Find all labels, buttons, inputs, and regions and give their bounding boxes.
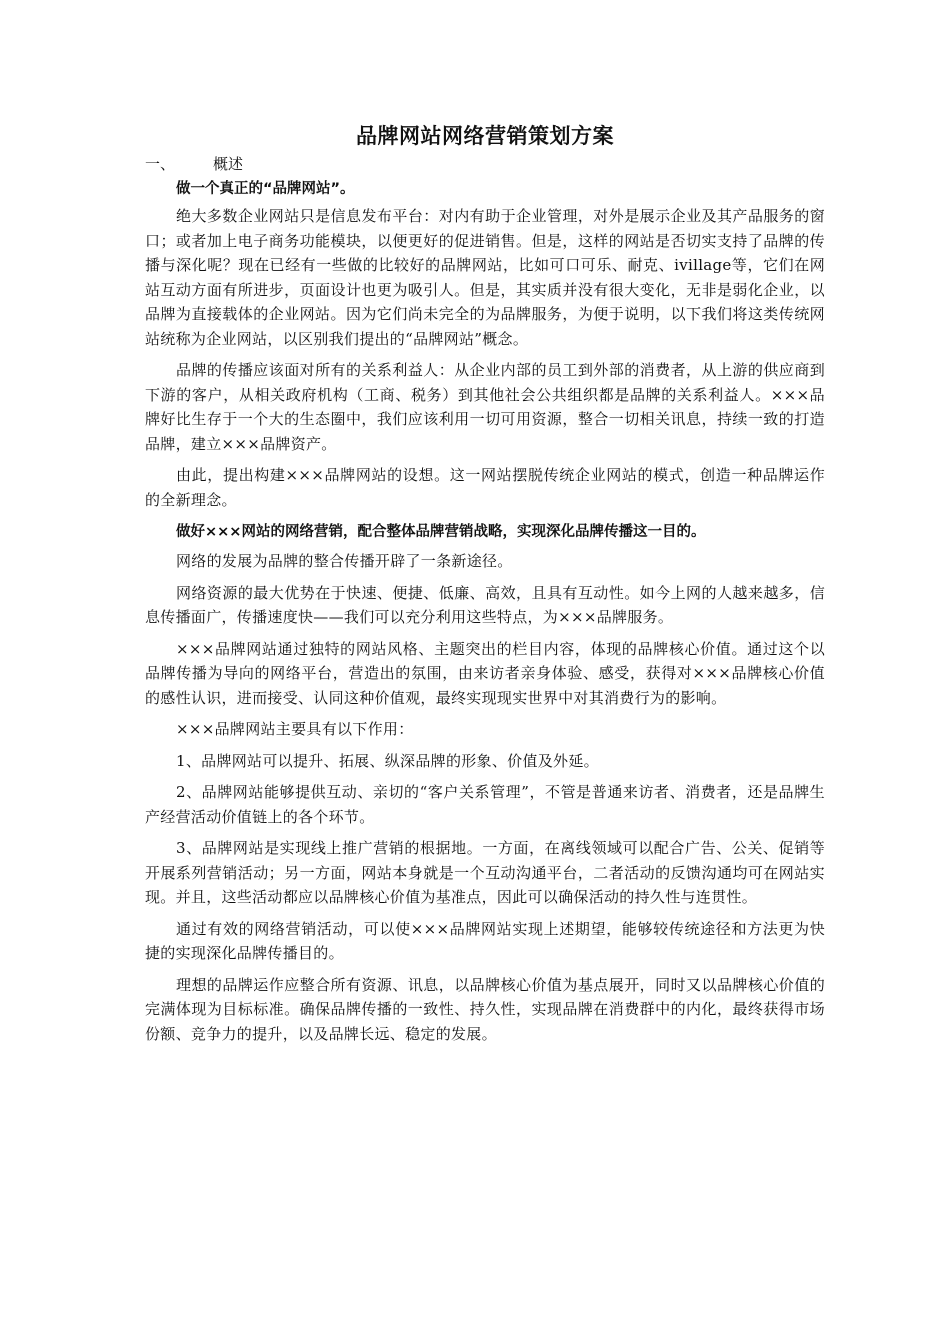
paragraph: 通过有效的网络营销活动，可以使×××品牌网站实现上述期望，能够较传统途径和方法更为快捷的实现深化品牌传播目的。 [145, 919, 825, 962]
subheading-brand-website: 做一个真正的“品牌网站”。 [176, 181, 355, 197]
document-page [145, 120, 825, 1053]
paragraph: 由此，提出构建×××品牌网站的设想。这一网站摆脱传统企业网站的模式，创造一种品牌运作的全新理念。 [145, 466, 825, 509]
paragraph: 网络资源的最大优势在于快速、便捷、低廉、高效，且具有互动性。如今上网的人越来越多，信息传播面广，传播速度快——我们可以充分利用这些特点，为×××品牌服务。 [145, 583, 825, 626]
section-heading-overview [145, 152, 825, 176]
list-item: 1、品牌网站可以提升、拓展、纵深品牌的形象、价值及外延。 [176, 751, 599, 770]
list-item: 3、品牌网站是实现线上推广营销的根据地。一方面，在离线领域可以配合广告、公关、促销等开展系列营销活动；另一方面，网站本身就是一个互动沟通平台，二者活动的反馈沟通均可在网站实现。并且，这些活动都应以品牌核心价值为基准点，因此可以确保活动的持久性与连贯性。 [145, 839, 825, 906]
list-item: 2、品牌网站能够提供互动、亲切的“客户关系管理”，不管是普通来访者、消费者，还是品牌生产经营活动价值链上的各个环节。 [145, 783, 825, 826]
paragraph: ×××品牌网站通过独特的网站风格、主题突出的栏目内容，体现的品牌核心价值。通过这个以品牌传播为导向的网络平台，营造出的氛围，由来访者亲身体验、感受，获得对×××品牌核心价值的感性认识，进而接受、认同这种价值观，最终实现现实世界中对其消费行为的影响。 [145, 639, 825, 707]
paragraph: 品牌的传播应该面对所有的关系利益人：从企业内部的员工到外部的消费者，从上游的供应商到下游的客户，从相关政府机构（工商、税务）到其他社会公共组织都是品牌的关系利益人。×××品牌好比生存于一个大的生态圈中，我们应该利用一切可用资源，整合一切相关讯息，持续一致的打造品牌，建立×××品牌资产。 [145, 361, 825, 453]
document-title: 品牌网站网络营销策划方案 [356, 124, 614, 148]
paragraph: 网络的发展为品牌的整合传播开辟了一条新途径。 [176, 552, 513, 570]
subheading-network-marketing: 做好×××网站的网络营销，配合整体品牌营销战略，实现深化品牌传播这一目的。 [176, 524, 706, 540]
section-label: 概述 [213, 155, 244, 173]
paragraph: 理想的品牌运作应整合所有资源、讯息，以品牌核心价值为基点展开，同时又以品牌核心价值的完满体现为目标标准。确保品牌传播的一致性、持久性，实现品牌在消费群中的内化，最终获得市场份额、竞争力的提升，以及品牌长远、稳定的发展。 [145, 975, 825, 1043]
paragraph: ×××品牌网站主要具有以下作用： [176, 720, 414, 738]
paragraph: 绝大多数企业网站只是信息发布平台：对内有助于企业管理，对外是展示企业及其产品服务的窗口；或者加上电子商务功能模块，以便更好的促进销售。但是，这样的网站是否切实支持了品牌的传播与深化呢？现在已经有一些做的比较好的品牌网站，比如可口可乐、耐克、ivillage等，它们在网站互动方面有所进步，页面设计也更为吸引人。但是，其实质并没有很大变化，无非是弱化企业，以品牌为直接载体的企业网站。因为它们尚未完全的为品牌服务，为便于说明，以下我们将这类传统网站统称为企业网站，以区别我们提出的“品牌网站”概念。 [145, 207, 825, 348]
section-number: 一、 [145, 155, 176, 173]
